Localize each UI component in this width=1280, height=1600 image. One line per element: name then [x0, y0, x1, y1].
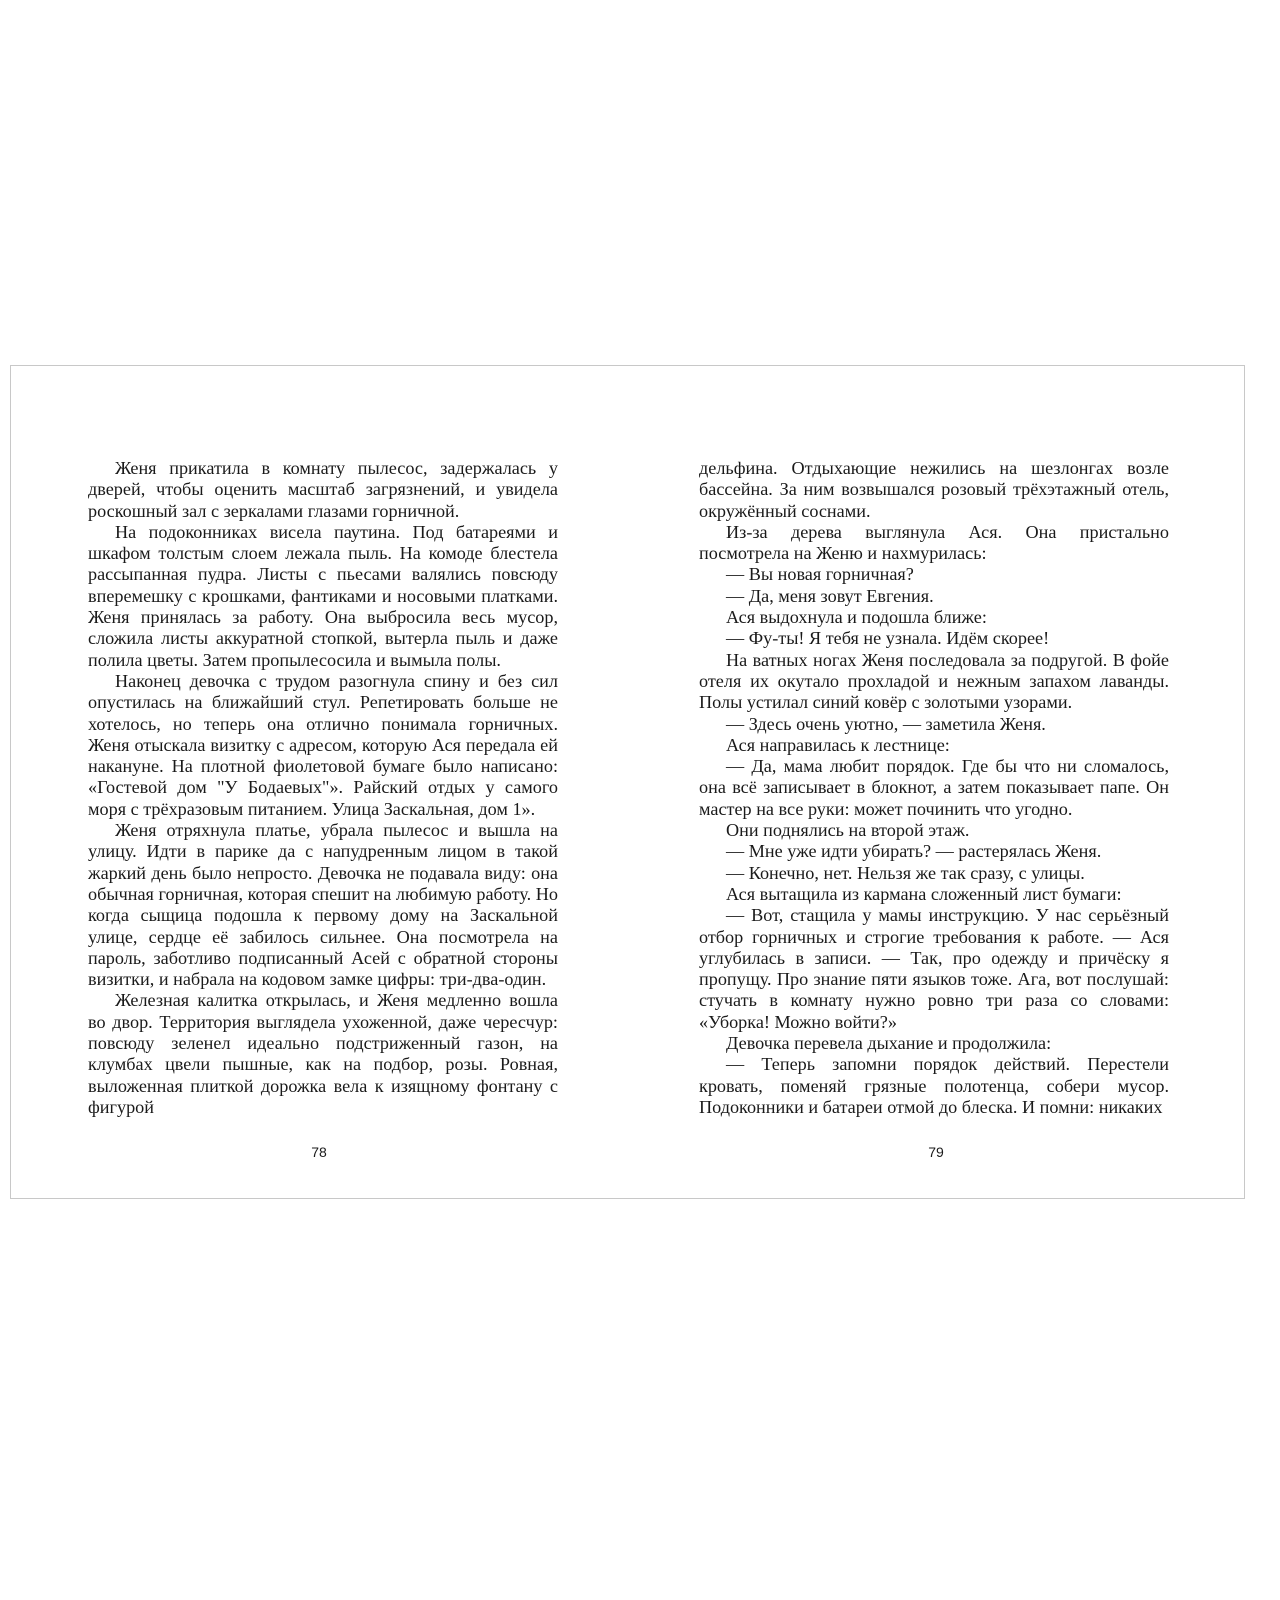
left-page [88, 458, 558, 1118]
paragraph: Ася выдохнула и подошла ближе: [726, 607, 987, 628]
dialogue-line: — Вот, стащила у мамы инструкцию. У нас серьёзный отбор горничных и строгие требования к работе. — Ася углубилась в записи. — Так, про одежду и причёску я пропущу. Про знание пяти языков тоже. Ага, вот послушай: стучать в комнату нужно ровно три раза со словами: «Уборка! Можно войти?» [699, 905, 1169, 1032]
paragraph: Женя отряхнула платье, убрала пылесос и вышла на улицу. Идти в парике да с напудренным лицом в такой жаркий день было непросто. Девочка не подавала виду: она обычная горничная, которая спешит на любимую работу. Но когда сыщица подошла к первому дому на Заскальной улице, сердце её забилось сильнее. Она посмотрела на пароль, заботливо подписанный Асей с обратной стороны визитки, и набрала на кодовом замке цифры: три-два-один. [88, 820, 558, 990]
dialogue-line: — Вы новая горничная? [726, 564, 914, 585]
dialogue-line: — Фу-ты! Я тебя не узнала. Идём скорее! [726, 628, 1050, 649]
paragraph: Железная калитка открылась, и Женя медленно вошла во двор. Территория выглядела ухоженной, даже чересчур: повсюду зеленел идеально подстриженный газон, на клумбах цвели пышные, как на подбор, розы. Ровная, выложенная плиткой дорожка вела к изящному фонтану с фигурой [88, 990, 558, 1117]
paragraph: На ватных ногах Женя последовала за подругой. В фойе отеля их окутало прохладой и нежным запахом лаванды. Полы устилал синий ковёр с золотыми узорами. [699, 649, 1169, 713]
paragraph: Девочка перевела дыхание и продолжила: [726, 1033, 1052, 1054]
paragraph: Наконец девочка с трудом разогнула спину и без сил опустилась на ближайший стул. Репетировать больше не хотелось, но теперь она отлично понимала горничных. Женя отыскала визитку с адресом, которую Ася передала ей накануне. На плотной фиолетовой бумаге было написано: «Гостевой дом "У Бодаевых"». Райский отдых у самого моря с трёхразовым питанием. Улица Заскальная, дом 1». [88, 670, 558, 819]
dialogue-line: — Да, мама любит порядок. Где бы что ни сломалось, она всё записывает в блокнот, а затем показывает папе. Он мастер на все руки: может починить что угодно. [699, 756, 1169, 819]
dialogue-line: — Конечно, нет. Нельзя же так сразу, с улицы. [726, 862, 1085, 883]
page-number-left: 78 [311, 1144, 327, 1160]
paragraph: Женя прикатила в комнату пылесос, задержалась у дверей, чтобы оценить масштаб загрязнений, и увидела роскошный зал с зеркалами глазами горничной. [88, 458, 558, 521]
paragraph: На подоконниках висела паутина. Под батареями и шкафом толстым слоем лежала пыль. На комоде блестела рассыпанная пудра. Листы с пьесами валялись повсюду вперемешку с крошками, фантиками и носовыми платками. Женя принялась за работу. Она выбросила весь мусор, сложила листы аккуратной стопкой, вытерла пыль и даже полила цветы. Затем пропылесосила и вымыла полы. [88, 521, 558, 670]
paragraph: Ася направилась к лестнице: [726, 734, 950, 755]
dialogue-line: — Да, меня зовут Евгения. [726, 585, 934, 606]
book-spread [10, 365, 1245, 1199]
paragraph: Из-за дерева выглянула Ася. Она пристально посмотрела на Женю и нахмурилась: [699, 521, 1169, 564]
paragraph: Они поднялись на второй этаж. [726, 820, 970, 841]
paragraph: Ася вытащила из кармана сложенный лист бумаги: [726, 883, 1122, 904]
paragraph-continuation: дельфина. Отдыхающие нежились на шезлонгах возле бассейна. За ним возвышался розовый трёхэтажный отель, окружённый соснами. [699, 458, 1169, 521]
dialogue-line: — Теперь запомни порядок действий. Перестели кровать, поменяй грязные полотенца, собери мусор. Подоконники и батареи отмой до блеска. И помни: никаких [699, 1054, 1169, 1117]
dialogue-line: — Здесь очень уютно, — заметила Женя. [726, 713, 1046, 734]
page-number-right: 79 [928, 1144, 944, 1160]
right-page [699, 458, 1169, 1118]
dialogue-line: — Мне уже идти убирать? — растерялась Женя. [726, 841, 1102, 862]
